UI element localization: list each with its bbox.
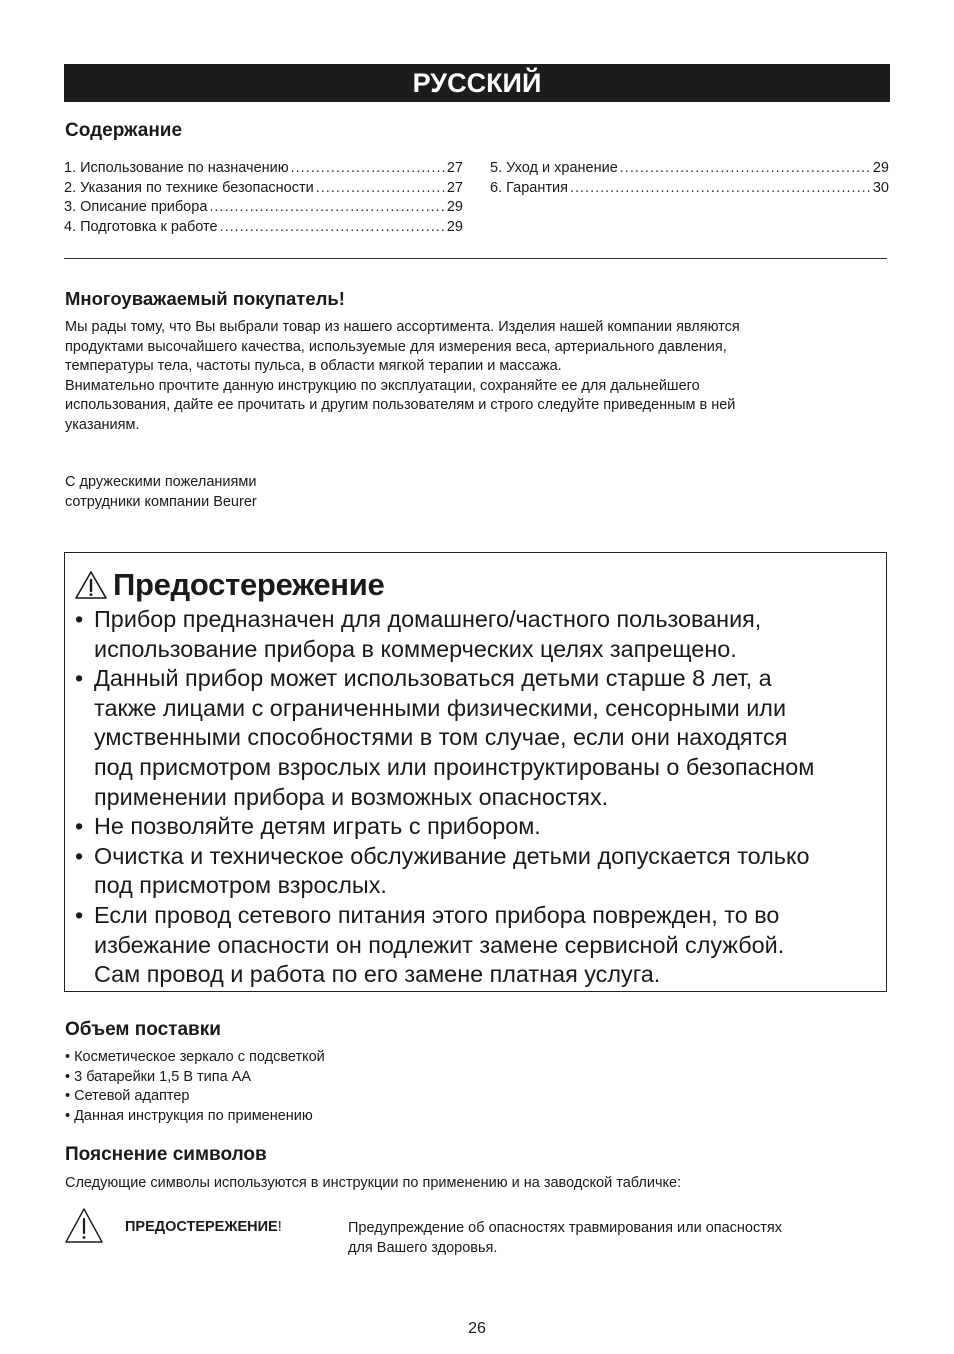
warning-line: под присмотром взрослых. <box>94 872 387 899</box>
bullet-icon: • <box>75 606 84 632</box>
signoff-line: сотрудники компании Beurer <box>65 493 257 510</box>
bullet-icon: • <box>75 901 84 928</box>
toc-item-page: 27 <box>446 179 463 196</box>
warning-triangle-icon <box>64 1207 104 1250</box>
symbol-label-text: ПРЕДОСТЕРЕЖЕНИЕ <box>125 1219 278 1235</box>
list-item: • Сетевой адаптер <box>65 1088 190 1104</box>
greeting-line: Мы рады тому, что Вы выбрали товар из нашего ассортимента. Изделия нашей компании являются <box>65 319 740 335</box>
toc-item[interactable] <box>490 159 889 179</box>
section-divider <box>64 258 887 259</box>
contents-title: Содержание <box>65 120 183 141</box>
list-item: • Косметическое зеркало с подсветкой <box>65 1049 325 1065</box>
warning-line: применении прибора и возможных опасностях. <box>94 783 609 810</box>
toc-item-label: 6. Гарантия <box>490 179 568 196</box>
greeting-title: Многоуважаемый покупатель! <box>65 288 345 309</box>
toc-item-label: 1. Использование по назначению <box>64 160 289 176</box>
delivery-list <box>65 1048 325 1126</box>
language-header: РУССКИЙ <box>64 64 890 102</box>
warning-line: умственными способностями в том случае, если они находятся <box>94 724 788 751</box>
greeting-line: использования, дайте ее прочитать и другим пользователям и строго следуйте приведенным в ней <box>65 397 736 413</box>
greeting-signoff <box>65 473 865 512</box>
toc-item[interactable] <box>64 179 463 199</box>
toc-item-label: 5. Уход и хранение <box>490 160 618 176</box>
warning-line: Не позволяйте детям играть с прибором. <box>94 813 541 840</box>
warning-line: избежание опасности он подлежит замене сервисной службой. <box>94 931 785 958</box>
toc-item-label: 2. Указания по технике безопасности <box>64 179 314 196</box>
warning-box <box>64 552 887 992</box>
greeting-line: указаниям. <box>65 416 140 433</box>
toc-item-page: 29 <box>446 218 463 235</box>
warning-line: Данный прибор может использоваться детьми старше 8 лет, а <box>94 665 772 692</box>
warning-triangle-icon <box>74 570 108 600</box>
toc-item-label: 3. Описание прибора <box>64 199 208 215</box>
warning-line: Прибор предназначен для домашнего/частного пользования, <box>94 606 762 632</box>
warning-list <box>75 605 874 990</box>
delivery-title: Объем поставки <box>65 1019 221 1040</box>
warning-item <box>75 605 874 664</box>
greeting-line: Внимательно прочтите данную инструкцию по эксплуатации, сохраняйте ее для дальнейшего <box>65 377 700 394</box>
symbol-description-line: Предупреждение об опасностях травмирования или опасностях <box>348 1220 782 1236</box>
warning-line: Если провод сетевого питания этого прибора поврежден, то во <box>94 901 780 928</box>
toc-item-label: 4. Подготовка к работе <box>64 218 218 235</box>
warning-line: Сам провод и работа по его замене платная услуга. <box>94 961 661 988</box>
toc-item-page: 27 <box>446 160 463 176</box>
warning-item <box>75 812 874 842</box>
toc-item-page: 29 <box>872 160 889 176</box>
symbol-label <box>125 1219 282 1235</box>
list-item: • Данная инструкция по применению <box>65 1107 313 1124</box>
toc-item-page: 29 <box>446 199 463 215</box>
list-item: • 3 батарейки 1,5 В типа AA <box>65 1068 252 1085</box>
warning-line: использование прибора в коммерческих целях запрещено. <box>94 635 737 662</box>
warning-line: также лицами с ограниченными физическими, сенсорными или <box>94 694 787 721</box>
warning-item <box>75 842 874 901</box>
bullet-icon: • <box>75 842 84 869</box>
toc-item[interactable] <box>490 179 889 199</box>
symbol-label-suffix: ! <box>277 1219 282 1235</box>
bullet-icon: • <box>75 813 84 840</box>
toc-left-column <box>64 159 463 237</box>
signoff-line: С дружескими пожеланиями <box>65 474 257 490</box>
warning-item <box>75 664 874 812</box>
warning-heading <box>74 565 384 605</box>
toc-item[interactable] <box>64 218 463 238</box>
toc-item-page: 30 <box>872 179 889 196</box>
bullet-icon: • <box>75 665 84 692</box>
warning-line: Очистка и техническое обслуживание детьми допускается только <box>94 842 810 869</box>
warning-line: под присмотром взрослых или проинструктированы о безопасном <box>94 753 815 780</box>
symbol-description-line: для Вашего здоровья. <box>348 1239 498 1256</box>
toc-right-column <box>490 159 889 198</box>
toc-item[interactable] <box>64 159 463 179</box>
greeting-line: продуктами высочайшего качества, используемые для измерения веса, артериального давления, <box>65 338 727 355</box>
warning-item <box>75 901 874 990</box>
symbols-title: Пояснение символов <box>65 1144 267 1165</box>
greeting-body <box>65 318 865 435</box>
page-number: 26 <box>468 1320 486 1337</box>
symbol-description <box>348 1219 782 1258</box>
greeting-line: температуры тела, частоты пульса, в области мягкой терапии и массажа. <box>65 358 562 374</box>
toc-item[interactable] <box>64 198 463 218</box>
warning-title: Предостережение <box>113 567 385 602</box>
symbols-intro: Следующие символы используются в инструкции по применению и на заводской табличке: <box>65 1175 682 1191</box>
